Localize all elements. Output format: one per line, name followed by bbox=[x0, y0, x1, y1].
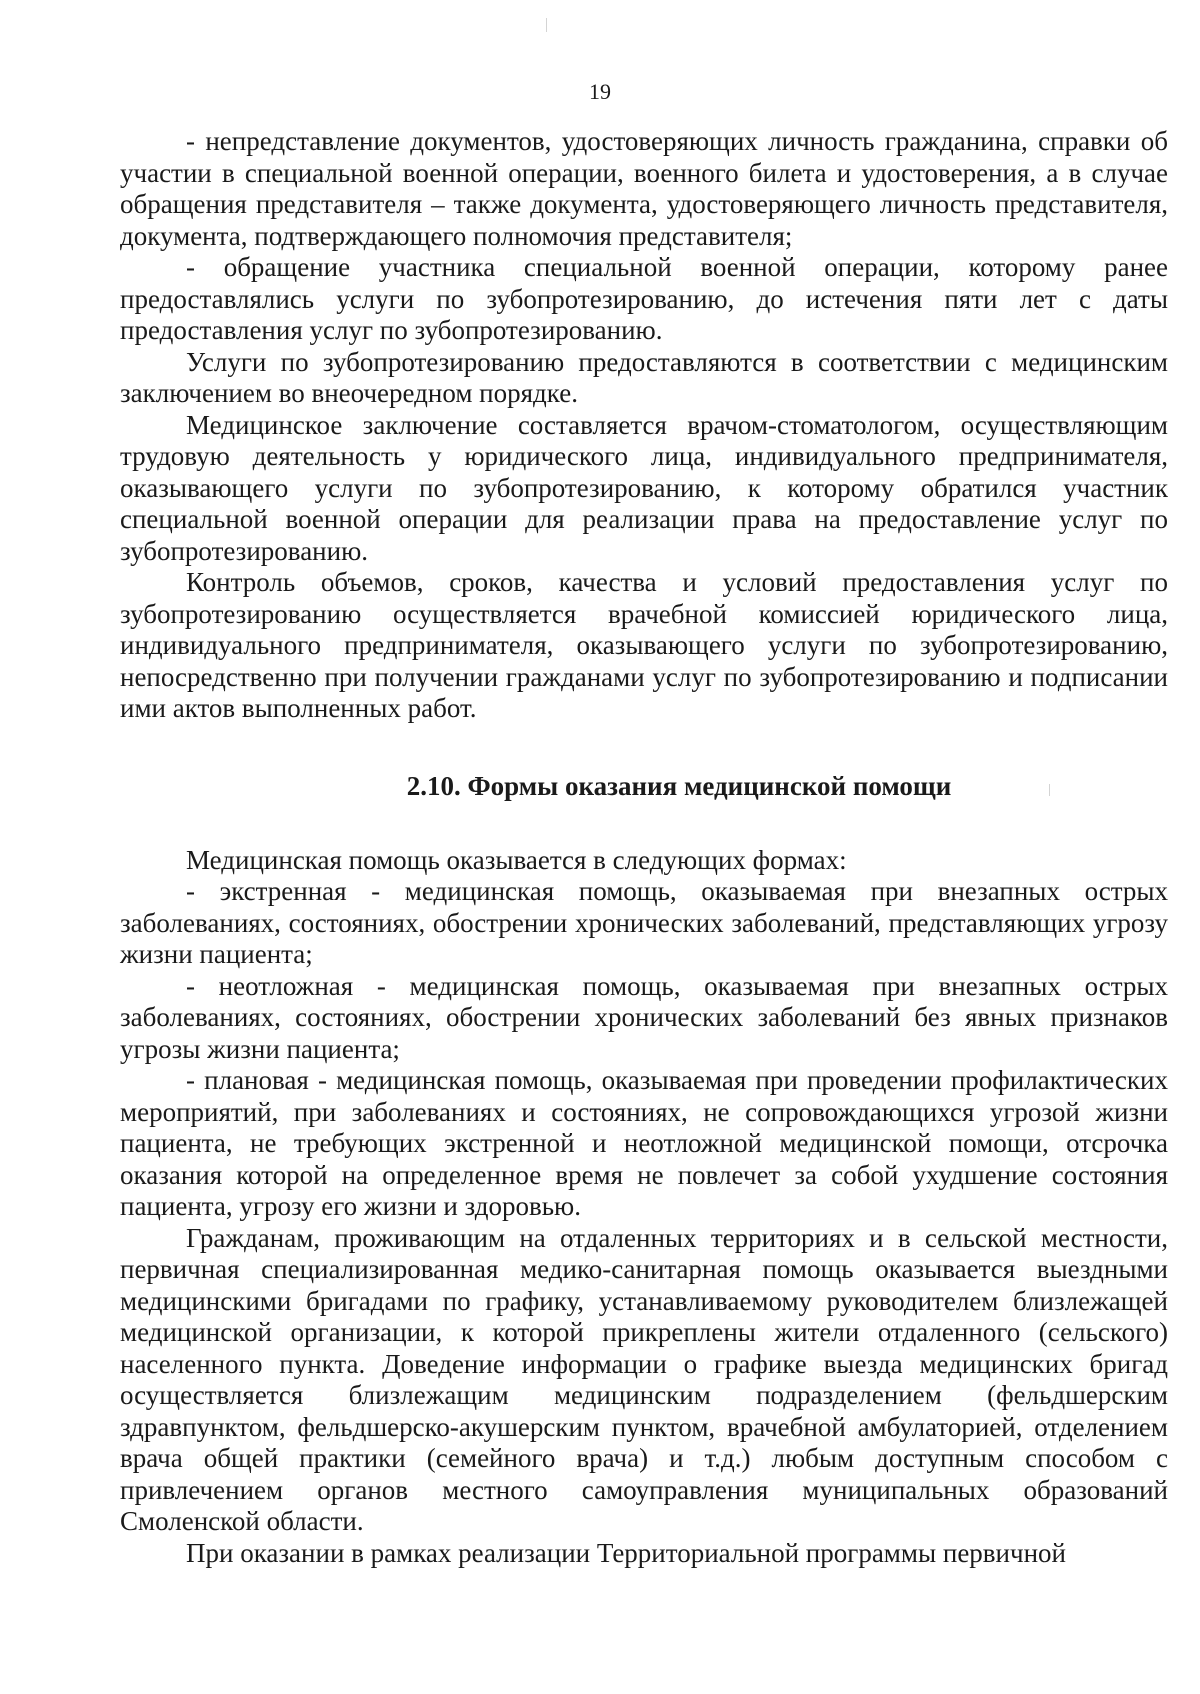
document-body bbox=[120, 126, 1168, 1569]
section-heading: 2.10. Формы оказания медицинской помощи bbox=[406, 770, 952, 801]
paragraph-urgent-form: - неотложная - медицинская помощь, оказываемая при внезапных острых заболеваниях, состояниях, обострении хронических заболеваний без явных признаков угрозы жизни пациента; bbox=[120, 970, 1168, 1064]
paragraph-medical-conclusion: Медицинское заключение составляется врачом-стоматологом, осуществляющим трудовую деятельность у юридического лица, индивидуального предпринимателя, оказывающего услуги по зубопротезированию, к которому обратился участник специальной военной операции для реализации права на предоставление услуг по зубопротезированию. bbox=[120, 409, 1168, 566]
paragraph-forms-intro: Медицинская помощь оказывается в следующих формах: bbox=[186, 844, 847, 875]
paragraph-repeat-request: - обращение участника специальной военной операции, которому ранее предоставлялись услуги по зубопротезированию, до истечения пяти лет с даты предоставления услуг по зубопротезированию. bbox=[120, 252, 1168, 345]
paragraph-services-order: Услуги по зубопротезированию предоставляются в соответствии с медицинским заключением во внеочередном порядке. bbox=[120, 346, 1168, 408]
paragraph-missing-documents: - непредставление документов, удостоверяющих личность гражданина, справки об участии в специальной военной операции, военного билета и удостоверения, а в случае обращения представителя – также документа, удостоверяющего личность представителя, документа, подтверждающего полномочия представителя; bbox=[120, 126, 1168, 251]
paragraph-rural-care: Гражданам, проживающим на отдаленных территориях и в сельской местности, первичная специализированная медико-санитарная помощь оказывается выездными медицинскими бригадами по графику, устанавливаемому руководителем близлежащей медицинской организации, к которой прикреплены жители отдаленного (сельского) населенного пункта. Доведение информации о графике выезда медицинских бригад осуществляется близлежащим медицинским подразделением (фельдшерским здравпунктом, фельдшерско-акушерским пунктом, врачебной амбулаторией, отделением врача общей практики (семейного врача) и т.д.) любым доступным способом с привлечением органов местного самоуправления муниципальных образований Смоленской области. bbox=[120, 1222, 1168, 1536]
paragraph-planned-form: - плановая - медицинская помощь, оказываемая при проведении профилактических мероприятий, при заболеваниях и состояниях, не сопровождающихся угрозой жизни пациента, не требующих экстренной и неотложной медицинской помощи, отсрочка оказания которой на определенное время не повлечет за собой ухудшение состояния пациента, угрозу его жизни и здоровью. bbox=[120, 1065, 1168, 1221]
paragraph-quality-control: Контроль объемов, сроков, качества и условий предоставления услуг по зубопротезированию осуществляется врачебной комиссией юридического лица, индивидуального предпринимателя, оказывающего услуги по зубопротезированию, непосредственно при получении гражданами услуг по зубопротезированию и подписании ими актов выполненных работ. bbox=[120, 567, 1168, 723]
paragraph-program-continuation: При оказании в рамках реализации Территориальной программы первичной bbox=[186, 1537, 1066, 1568]
paragraph-emergency-form: - экстренная - медицинская помощь, оказываемая при внезапных острых заболеваниях, состояниях, обострении хронических заболеваний, представляющих угрозу жизни пациента; bbox=[120, 876, 1168, 969]
scan-artifact-top bbox=[546, 18, 547, 32]
page-number: 19 bbox=[589, 79, 611, 104]
